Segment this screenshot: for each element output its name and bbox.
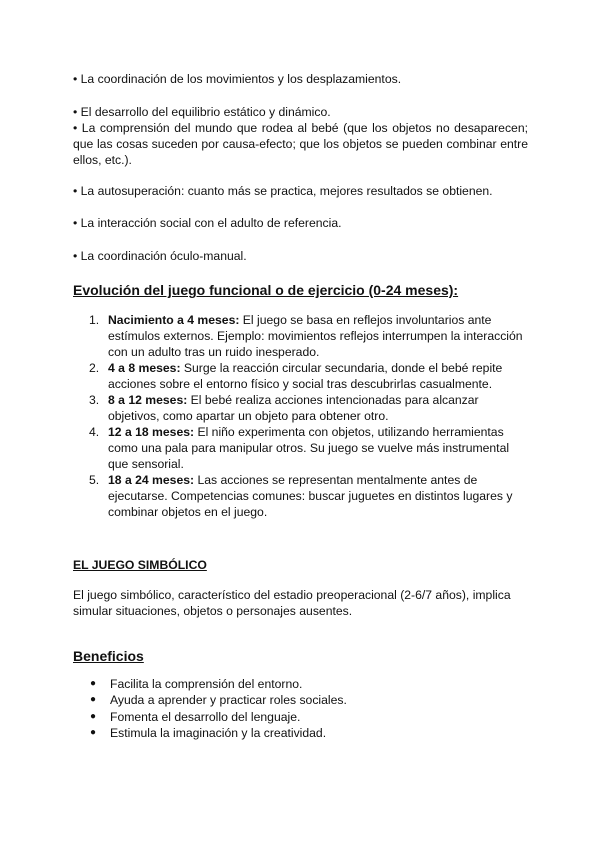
stage-title: 12 a 18 meses: bbox=[108, 425, 195, 439]
stage-text: El juego se basa en reflejos involuntarios ante estímulos externos. Ejemplo: movimientos reflejos interrumpen la interacción con un adulto tras un ruido inesperado. bbox=[108, 313, 523, 359]
list-item bbox=[73, 692, 523, 708]
symbolic-play-heading: EL JUEGO SIMBÓLICO bbox=[73, 558, 207, 572]
stage-text: Surge la reacción circular secundaria, donde el bebé repite acciones sobre el entorno físico y social tras descubrirlas casualmente. bbox=[108, 361, 503, 391]
stage-item bbox=[73, 312, 523, 360]
benefit-text: Ayuda a aprender y practicar roles sociales. bbox=[110, 693, 347, 708]
bullet-icon: ● bbox=[90, 726, 97, 738]
bullet-icon: ● bbox=[90, 710, 97, 722]
stage-item bbox=[73, 392, 523, 424]
benefits-list bbox=[73, 676, 523, 741]
stage-title: 4 a 8 meses: bbox=[108, 361, 181, 375]
intro-bullet-coordination: • La coordinación de los movimientos y los desplazamientos. bbox=[73, 72, 402, 86]
intro-bullet-balance: • El desarrollo del equilibrio estático y dinámico. bbox=[73, 105, 331, 119]
symbolic-play-paragraph: El juego simbólico, característico del estadio preoperacional (2-6/7 años), implica simular situaciones, objetos o personajes ausentes. bbox=[73, 588, 511, 618]
stage-number: 5. bbox=[89, 473, 100, 487]
stage-number: 2. bbox=[89, 361, 100, 375]
bullet-icon: ● bbox=[90, 678, 97, 689]
list-item bbox=[73, 676, 523, 692]
stage-title: 18 a 24 meses: bbox=[108, 473, 195, 487]
stage-number: 3. bbox=[89, 393, 100, 407]
stage-text: El niño experimenta con objetos, utilizando herramientas como una pala para manipular otros. Su juego se vuelve más instrumental que sensorial. bbox=[108, 425, 510, 471]
intro-bullet-world-understanding: • La comprensión del mundo que rodea al bebé (que los objetos no desaparecen; que las cosas suceden por causa-efecto; que los objetos se pueden combinar entre ellos, etc.). bbox=[73, 121, 528, 167]
stage-text: El bebé realiza acciones intencionadas para alcanzar objetivos, como apartar un objeto para obtener otro. bbox=[108, 393, 479, 423]
stage-title: 8 a 12 meses: bbox=[108, 393, 188, 407]
stage-item bbox=[73, 472, 523, 520]
stage-item bbox=[73, 360, 523, 392]
stage-number: 1. bbox=[89, 313, 100, 327]
intro-bullet-self-improvement: • La autosuperación: cuanto más se practica, mejores resultados se obtienen. bbox=[73, 184, 493, 198]
benefit-text: Fomenta el desarrollo del lenguaje. bbox=[110, 709, 301, 724]
stage-title: Nacimiento a 4 meses: bbox=[108, 313, 240, 327]
list-item bbox=[73, 709, 523, 725]
stage-item bbox=[73, 424, 523, 472]
intro-bullet-social-interaction: • La interacción social con el adulto de referencia. bbox=[73, 216, 342, 230]
intro-bullet-eye-hand: • La coordinación óculo-manual. bbox=[73, 249, 247, 263]
stage-text: Las acciones se representan mentalmente antes de ejecutarse. Competencias comunes: buscar juguetes en distintos lugares y combinar objetos en el juego. bbox=[108, 473, 513, 519]
functional-play-stages bbox=[73, 312, 523, 520]
bullet-icon: ● bbox=[90, 694, 97, 706]
benefit-text: Estimula la imaginación y la creatividad. bbox=[110, 725, 327, 740]
list-item bbox=[73, 725, 523, 741]
functional-play-heading: Evolución del juego funcional o de ejercicio (0-24 meses): bbox=[73, 282, 459, 298]
stage-number: 4. bbox=[89, 425, 100, 439]
benefits-heading: Beneficios bbox=[73, 648, 144, 664]
benefit-text: Facilita la comprensión del entorno. bbox=[110, 677, 303, 691]
